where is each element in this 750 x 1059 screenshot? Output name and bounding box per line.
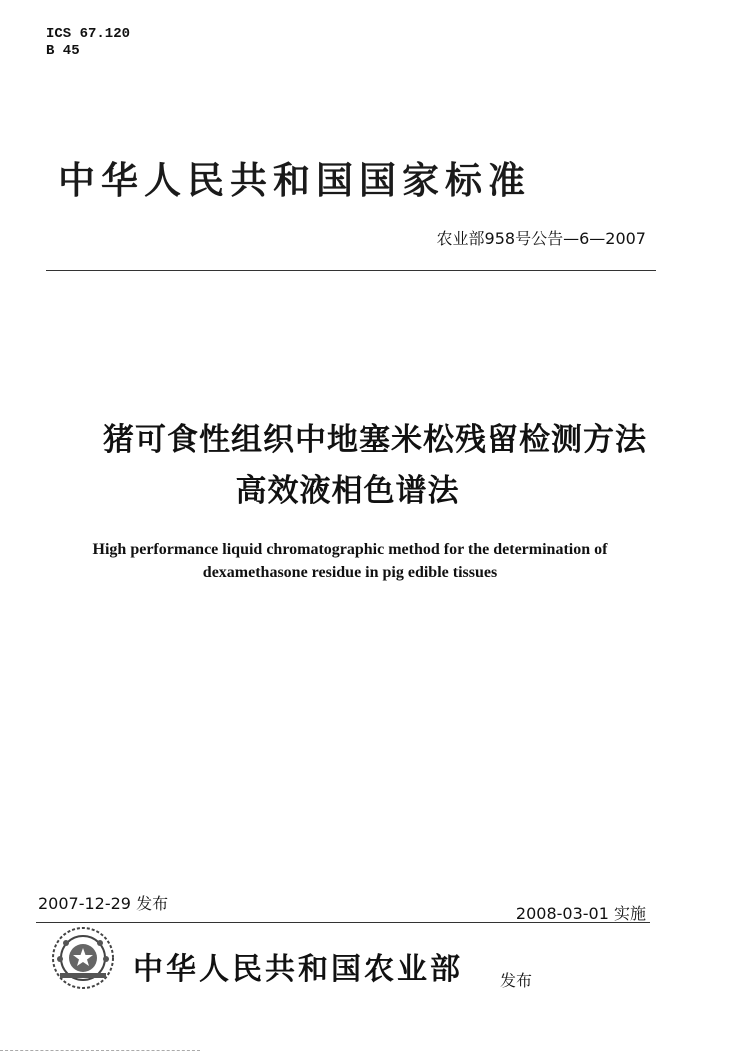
ics-code: ICS 67.120 (46, 26, 131, 42)
english-title-line-1: High performance liquid chromatographic method for the determination of (92, 541, 608, 558)
implementation-date: 2008-03-01 实施 (515, 904, 646, 923)
chinese-title-line-2: 高效液相色谱法 (235, 473, 460, 509)
english-title-line-2: dexamethasone residue in pig edible tissues (202, 564, 498, 581)
publisher-name: 中华人民共和国农业部 (133, 952, 463, 987)
publish-label: 发布 (500, 971, 533, 990)
english-title (0, 538, 700, 584)
classification-codes (46, 26, 130, 60)
standard-title: 中华人民共和国国家标准 (58, 158, 531, 202)
chinese-title-line-1: 猪可食性组织中地塞米松残留检测方法 (103, 422, 647, 458)
announcement-number: 农业部958号公告—6—2007 (436, 229, 646, 248)
ccs-code: B 45 (46, 43, 80, 59)
top-divider (46, 270, 656, 271)
bottom-divider (36, 922, 650, 923)
issue-date: 2007-12-29 发布 (38, 894, 169, 913)
footer-scan-line (0, 1050, 200, 1051)
national-emblem-icon (48, 923, 118, 993)
